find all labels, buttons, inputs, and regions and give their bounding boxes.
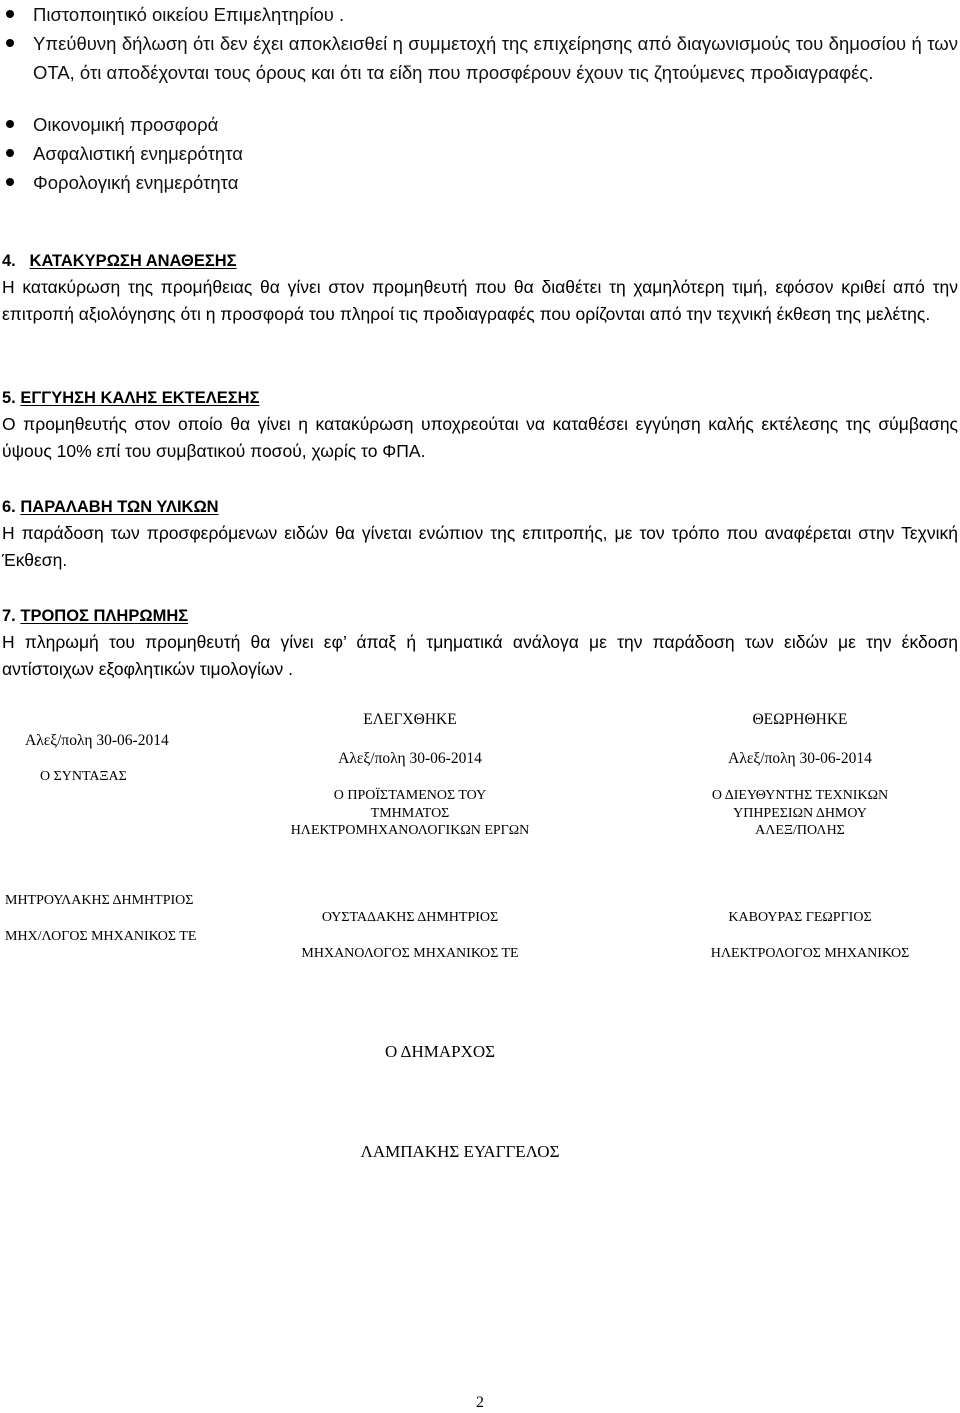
section-heading [2, 248, 958, 274]
section-title: ΤΡΟΠΟΣ ΠΛΗΡΩΜΗΣ [20, 607, 189, 625]
section-award [2, 248, 958, 328]
right-signature-title: ΗΛΕΚΤΡΟΛΟΓΟΣ ΜΗΧΑΝΙΚΟΣ [710, 946, 910, 961]
right-signature-role-line: ΑΛΕΞ/ΠΟΛΗΣ [755, 823, 845, 838]
middle-signature-role-line: ΗΛΕΚΤΡΟΜΗΧΑΝΟΛΟΓΙΚΩΝ ΕΡΓΩΝ [290, 823, 530, 838]
section-number: 6. [2, 498, 16, 516]
page-number: 2 [476, 1394, 484, 1411]
section-heading [2, 603, 958, 629]
bullet-text: Υπεύθυνη δήλωση ότι δεν έχει αποκλεισθεί η συμμετοχή της επιχείρησης από διαγωνισμούς του δημοσίου ή των ΟΤΑ, ότι αποδέχονται τους όρους και ότι τα είδη που προσφέρουν έχουν τις ζητούμενες προδιαγραφές. [33, 33, 958, 83]
right-signature-status: ΘΕΩΡΗΘΗΚΕ [752, 711, 848, 728]
section-performance-guarantee [2, 385, 958, 465]
section-title: ΕΓΓΥΗΣΗ ΚΑΛΗΣ ΕΚΤΕΛΕΣΗΣ [20, 389, 260, 407]
section-body: Ο προμηθευτής στον οποίο θα γίνει η κατακύρωση υποχρεούται να καταθέσει εγγύηση καλής εκτέλεσης της σύμβασης ύψους 10% επί του συμβατικού ποσού, χωρίς το ΦΠΑ. [2, 414, 958, 461]
section-payment [2, 603, 958, 683]
bullet-text: Πιστοποιητικό οικείου Επιμελητηρίου . [33, 4, 345, 25]
left-signature-role: Ο ΣΥΝΤΑΞΑΣ [40, 769, 127, 784]
section-number: 5. [2, 389, 16, 407]
right-signature-role-line: Ο ΔΙΕΥΘΥΝΤΗΣ ΤΕΧΝΙΚΩΝ [711, 788, 889, 803]
right-signature-name: ΚΑΒΟΥΡΑΣ ΓΕΩΡΓΙΟΣ [728, 910, 872, 925]
section-body: Η παράδοση των προσφερόμενων ειδών θα γίνεται ενώπιον της επιτροπής, με τον τρόπο που αναφέρεται στην Τεχνική Έκθεση. [2, 523, 958, 570]
bullet-icon [6, 149, 14, 157]
section-title: ΚΑΤΑΚΥΡΩΣΗ ΑΝΑΘΕΣΗΣ [29, 252, 237, 270]
middle-signature-role-line: ΤΜΗΜΑΤΟΣ [370, 806, 450, 821]
middle-signature-status: ΕΛΕΓΧΘΗΚΕ [363, 711, 457, 728]
right-signature-role-line: ΥΠΗΡΕΣΙΩΝ ΔΗΜΟΥ [733, 806, 867, 821]
middle-signature-date: Αλεξ/πολη 30-06-2014 [338, 750, 482, 767]
left-signature-date: Αλεξ/πολη 30-06-2014 [25, 732, 169, 749]
bullet-text: Φορολογική ενημερότητα [33, 172, 239, 193]
bullet-icon [6, 39, 14, 47]
bullet-icon [6, 120, 14, 128]
bullet-text: Οικονομική προσφορά [33, 114, 219, 135]
section-heading [2, 385, 958, 411]
middle-signature-name: ΟΥΣΤΑΔΑΚΗΣ ΔΗΜΗΤΡΙΟΣ [321, 910, 499, 925]
section-body: Η κατακύρωση της προμήθειας θα γίνει στον προμηθευτή που θα διαθέτει τη χαμηλότερη τιμή, εφόσον κριθεί από την επιτροπή αξιολόγησης ότι η προσφορά του πληροί τις προδιαγραφές που ορίζονται από την τεχνική έκθεση της μελέτης. [2, 277, 958, 324]
middle-signature-title: ΜΗΧΑΝΟΛΟΓΟΣ ΜΗΧΑΝΙΚΟΣ ΤΕ [301, 946, 519, 961]
section-title: ΠΑΡΑΛΑΒΗ ΤΩΝ ΥΛΙΚΩΝ [20, 498, 219, 516]
section-delivery [2, 494, 958, 574]
left-signature-title: ΜΗΧ/ΛΟΓΟΣ ΜΗΧΑΝΙΚΟΣ ΤΕ [5, 929, 197, 944]
mayor-name: ΛΑΜΠΑΚΗΣ ΕΥΑΓΓΕΛΟΣ [360, 1142, 560, 1161]
bullet-text: Ασφαλιστική ενημερότητα [33, 143, 243, 164]
section-number: 4. [2, 252, 16, 270]
bullet-icon [6, 10, 14, 18]
section-heading [2, 494, 958, 520]
left-signature-name: ΜΗΤΡΟΥΛΑΚΗΣ ΔΗΜΗΤΡΙΟΣ [5, 893, 194, 908]
right-signature-date: Αλεξ/πολη 30-06-2014 [728, 750, 872, 767]
bullet-icon [6, 178, 14, 186]
middle-signature-role-line: Ο ΠΡΟΪΣΤΑΜΕΝΟΣ ΤΟΥ [333, 788, 487, 803]
section-body: Η πληρωμή του προμηθευτή θα γίνει εφ’ άπαξ ή τμηματικά ανάλογα με την παράδοση των ειδών με την έκδοση αντίστοιχων εξοφλητικών τιμολογίων . [2, 632, 958, 679]
mayor-role: Ο ΔΗΜΑΡΧΟΣ [384, 1042, 496, 1061]
section-number: 7. [2, 607, 16, 625]
